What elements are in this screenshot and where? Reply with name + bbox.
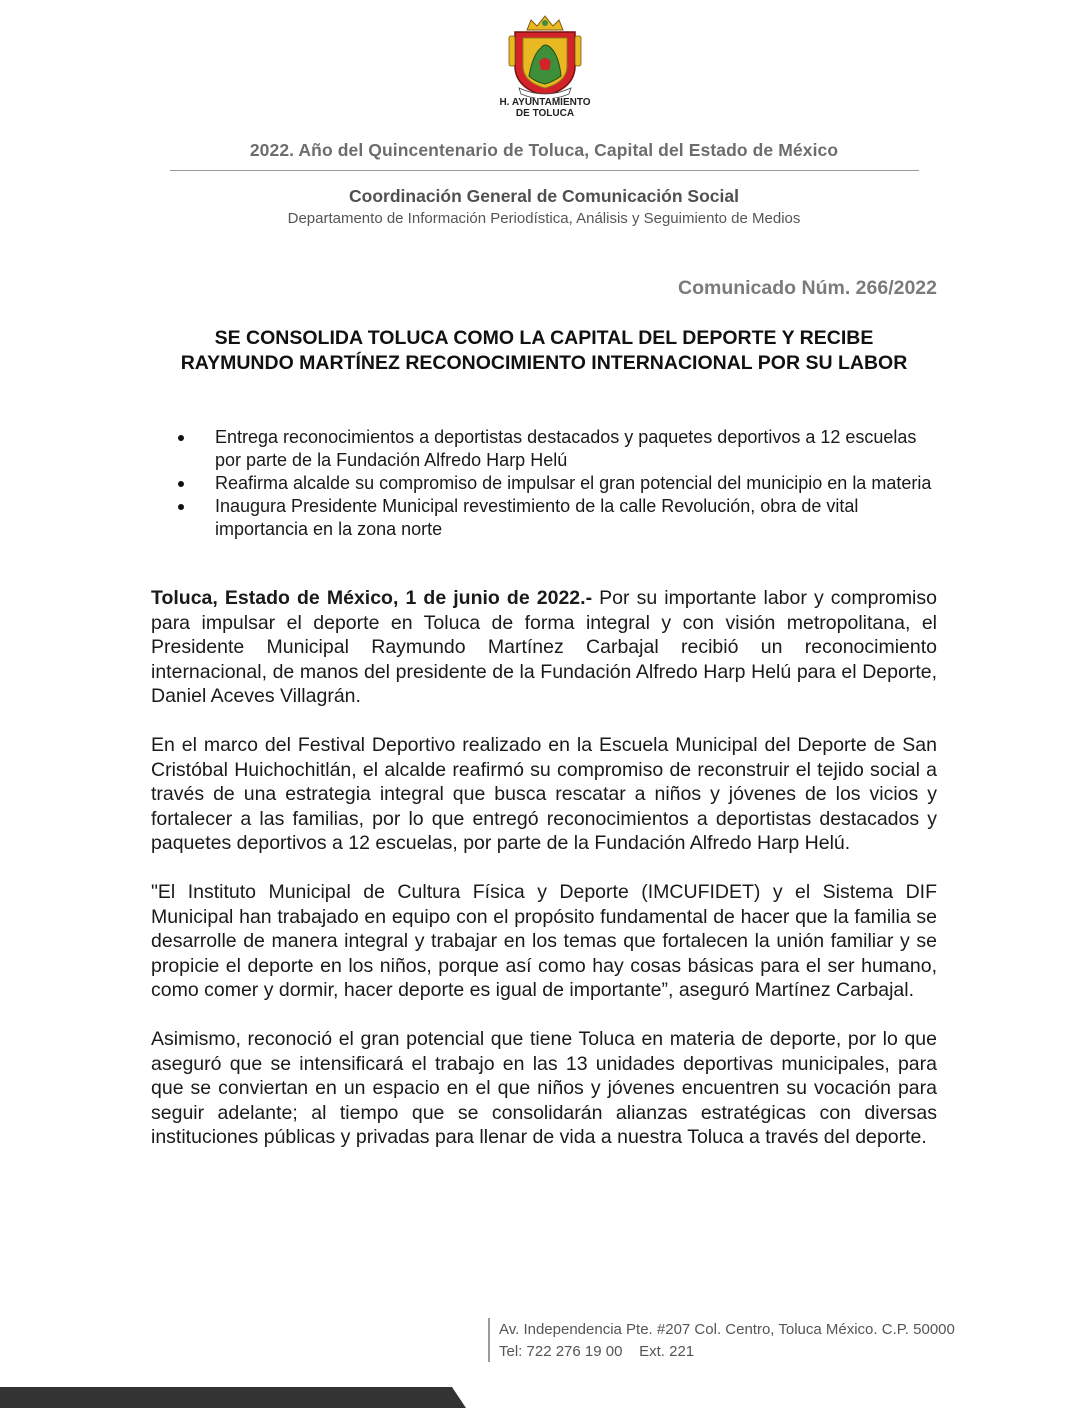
headline: SE CONSOLIDA TOLUCA COMO LA CAPITAL DEL DEPORTE Y RECIBE RAYMUNDO MARTÍNEZ RECONOCIMIENTO INTERNACIONAL POR SU LABOR [180,327,908,374]
release-number: Comunicado Núm. 266/2022 [677,277,937,299]
summary-bullets [175,426,945,541]
dateline: Toluca, Estado de México, 1 de junio de 2022.- [151,587,593,609]
department-subtitle: Departamento de Información Periodística, Análisis y Seguimiento de Medios [287,210,801,227]
org-name-line1: H. AYUNTAMIENTO [499,97,591,108]
footer-phone: Tel: 722 276 19 00 Ext. 221 [499,1343,695,1360]
bullet-text: Entrega reconocimientos a deportistas destacados y paquetes deportivos a 12 escuelas por parte de la Fundación Alfredo Harp Helú [215,427,917,470]
year-motto: 2022. Año del Quincentenario de Toluca, Capital del Estado de México [249,140,839,160]
footer-divider [488,1318,490,1362]
bullet-dot-icon [178,435,184,441]
paragraph-3: "El Instituto Municipal de Cultura Física y Deporte (IMCUFIDET) y el Sistema DIF Municipal han trabajado en equipo con el propósito fundamental de hacer que la familia se desarrolle de manera integral y trabajar en los temas que fortalecen la unión familiar y se propicie el deporte en los niños, porque así como hay cosas básicas para el ser humano, como comer y dormir, hacer deporte es igual de importante”, aseguró Martínez Carbajal. [151,881,937,1001]
paragraph-2: En el marco del Festival Deportivo realizado en la Escuela Municipal del Deporte de San Cristóbal Huichochitlán, el alcalde reafirmó su compromiso de reconstruir el tejido social a través de una estrategia integral que busca rescatar a niños y jóvenes de los vicios y fortalecer a las familias, por lo que entregó reconocimientos a deportistas destacados y paquetes deportivos a 12 escuelas, por parte de la Fundación Alfredo Harp Helú. [151,734,937,854]
bullet-text: Inaugura Presidente Municipal revestimiento de la calle Revolución, obra de vital importancia en la zona norte [215,496,859,539]
bullet-dot-icon [178,481,184,487]
paragraph-1 [151,586,937,709]
bullet-item [175,472,945,495]
bottom-decorative-bar [0,1387,466,1408]
bullet-text: Reafirma alcalde su compromiso de impulsar el gran potencial del municipio en la materia [215,473,932,493]
paragraph-4: Asimismo, reconoció el gran potencial que tiene Toluca en materia de deporte, por lo que aseguró que se intensificará el trabajo en las 13 unidades deportivas municipales, para que se conviertan en un espacio en el que niños y jóvenes encuentren su vocación para seguir adelante; al tiempo que se consolidarán alianzas estratégicas con diversas instituciones públicas y privadas para llenar de vida a nuestra Toluca a través del deporte. [151,1028,937,1148]
header-divider [170,170,919,171]
toluca-crest-logo [505,14,585,98]
footer-contact [499,1319,955,1363]
org-name-line2: DE TOLUCA [515,108,575,119]
bullet-item [175,426,945,472]
article-body [151,586,937,1174]
bullet-dot-icon [178,504,184,510]
paragraph-1-text: Por su importante labor y compromiso para impulsar el deporte en Toluca de forma integral y con visión metropolitana, el Presidente Municipal Raymundo Martínez Carbajal recibió un reconocimiento internacional, de manos del presidente de la Fundación Alfredo Harp Helú para el Deporte, Daniel Aceves Villagrán. [151,587,937,707]
bullet-item [175,495,945,541]
footer-address: Av. Independencia Pte. #207 Col. Centro, Toluca México. C.P. 50000 [499,1321,955,1338]
coordination-title: Coordinación General de Comunicación Social [349,186,739,206]
organization-name [470,97,620,119]
